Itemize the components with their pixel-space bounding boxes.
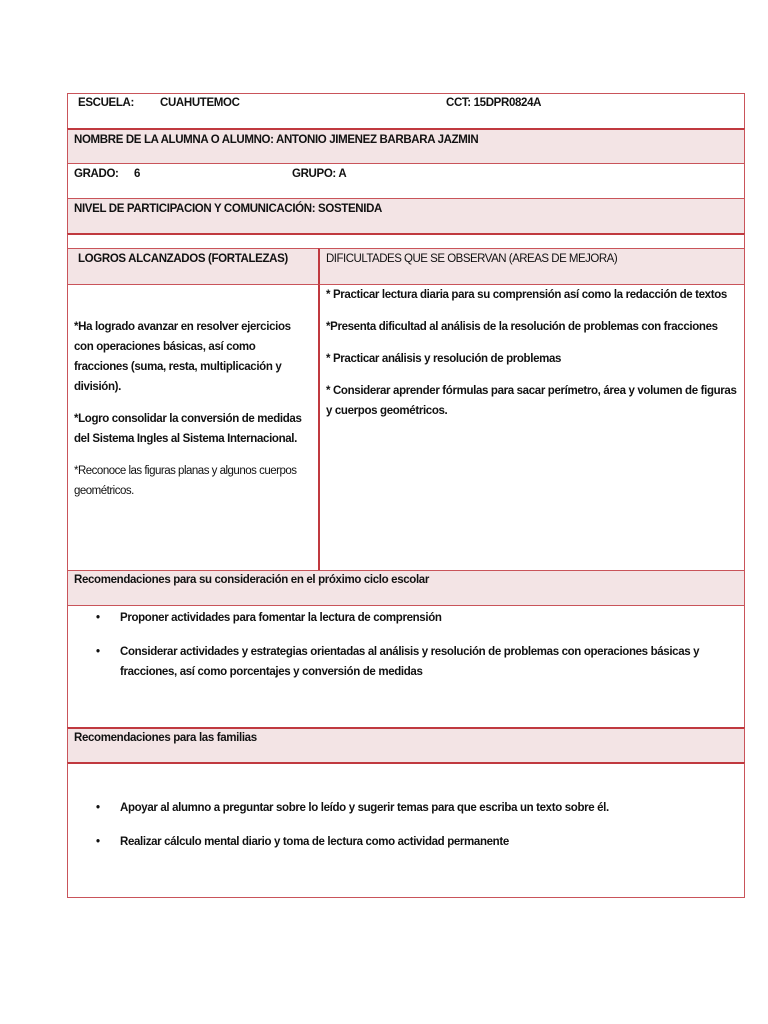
dificultad-item: *Presenta dificultad al análisis de la resolución de problemas con fracciones — [326, 321, 718, 333]
school-row — [67, 93, 745, 129]
dificultades-title: DIFICULTADES QUE SE OBSERVAN (AREAS DE MEJORA) — [326, 253, 618, 265]
recomendaciones-familias-header — [67, 727, 745, 763]
grado-label: GRADO: — [74, 168, 119, 180]
recomendaciones-ciclo-cell — [67, 605, 745, 728]
logros-header — [67, 248, 319, 285]
escuela-label: ESCUELA: — [78, 97, 134, 109]
list-item-text: Apoyar al alumno a preguntar sobre lo leído y sugerir temas para que escriba un texto sobre él. — [120, 802, 609, 814]
dificultades-cell — [318, 284, 745, 571]
recomendaciones-familias-title: Recomendaciones para las familias — [74, 732, 257, 744]
participation-row — [67, 198, 745, 234]
bullet-icon: • — [96, 612, 100, 624]
cct: CCT: 15DPR0824A — [446, 97, 542, 109]
dificultad-item: * Considerar aprender fórmulas para sacar perímetro, área y volumen de figuras y cuerpos geométricos. — [326, 385, 737, 417]
participation-level: NIVEL DE PARTICIPACION Y COMUNICACIÓN: SOSTENIDA — [74, 203, 382, 215]
recomendaciones-ciclo-header — [67, 570, 745, 606]
list-item-text: Realizar cálculo mental diario y toma de lectura como actividad permanente — [120, 836, 509, 848]
dificultad-item: * Practicar lectura diaria para su comprensión así como la redacción de textos — [326, 289, 727, 301]
grado-value: 6 — [134, 168, 141, 180]
logros-cell — [67, 284, 319, 571]
escuela-value: CUAHUTEMOC — [160, 97, 240, 109]
bullet-icon: • — [96, 802, 100, 814]
dificultades-header — [318, 248, 745, 285]
bullet-icon: • — [96, 836, 100, 848]
recomendaciones-ciclo-title: Recomendaciones para su consideración en el próximo ciclo escolar — [74, 574, 429, 586]
list-item — [68, 608, 728, 628]
logro-item: *Ha logrado avanzar en resolver ejercicios con operaciones básicas, así como fracciones (suma, resta, multiplicación y división). — [74, 321, 291, 393]
list-item — [68, 798, 728, 818]
grade-row — [67, 163, 745, 199]
logro-item: *Logro consolidar la conversión de medidas del Sistema Ingles al Sistema Internacional. — [74, 413, 302, 445]
student-name: NOMBRE DE LA ALUMNA O ALUMNO: ANTONIO JIMENEZ BARBARA JAZMIN — [74, 134, 479, 146]
logros-title: LOGROS ALCANZADOS (FORTALEZAS) — [78, 253, 288, 265]
list-item — [68, 642, 728, 682]
list-item-text: Considerar actividades y estrategias orientadas al análisis y resolución de problemas con operaciones básicas y fracciones, así como porcentajes y conversión de medidas — [120, 646, 700, 678]
recomendaciones-familias-cell — [67, 762, 745, 898]
grupo: GRUPO: A — [292, 168, 347, 180]
bullet-icon: • — [96, 646, 100, 658]
logro-item: *Reconoce las figuras planas y algunos cuerpos geométricos. — [74, 465, 297, 497]
spacer-row — [67, 233, 745, 249]
list-item — [68, 832, 728, 852]
dificultad-item: * Practicar análisis y resolución de problemas — [326, 353, 562, 365]
student-name-row — [67, 128, 745, 164]
list-item-text: Proponer actividades para fomentar la lectura de comprensión — [120, 612, 442, 624]
